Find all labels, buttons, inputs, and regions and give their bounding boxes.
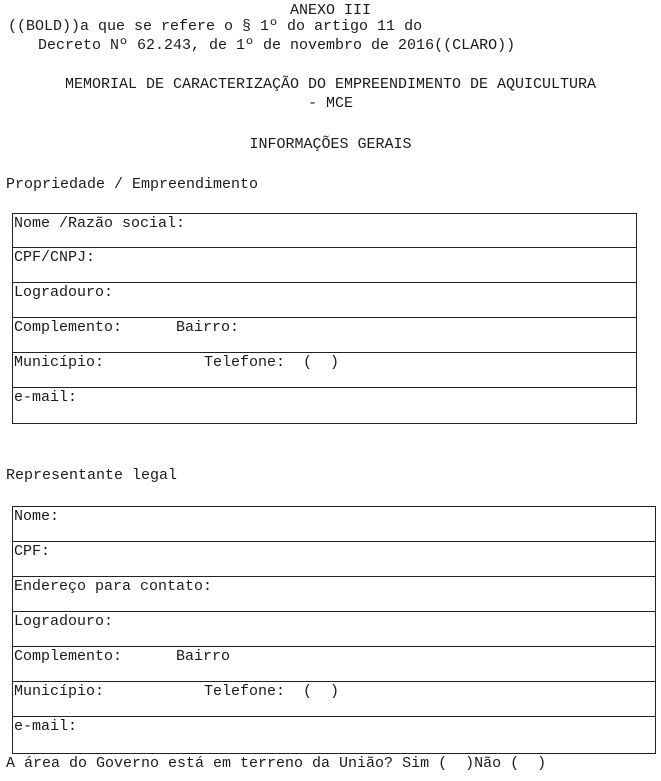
federal-land-question: A área do Governo está em terreno da União? Sim ( )Não ( ) xyxy=(6,755,547,772)
table-row xyxy=(13,353,637,388)
reference-line-2: Decreto Nº 62.243, de 1º de novembro de 2016((CLARO)) xyxy=(38,37,516,54)
table-row xyxy=(13,248,637,283)
property-city-field[interactable]: Município: Telefone: ( ) xyxy=(13,353,637,388)
legal-rep-city-field[interactable]: Município: Telefone: ( ) xyxy=(13,682,656,717)
annex-title: ANEXO III xyxy=(289,2,371,19)
legal-rep-email-field[interactable]: e-mail: xyxy=(13,717,656,754)
reference-line-1: ((BOLD))a que se refere o § 1º do artigo 11 do xyxy=(8,18,423,35)
property-email-field[interactable]: e-mail: xyxy=(13,388,637,424)
table-row xyxy=(13,318,637,353)
legal-rep-phone-field[interactable]: Telefone: ( ) xyxy=(204,683,340,700)
property-table xyxy=(12,213,637,424)
legal-rep-table xyxy=(12,506,656,754)
property-phone-field[interactable]: Telefone: ( ) xyxy=(204,354,340,371)
property-district-field[interactable]: Bairro: xyxy=(176,319,240,336)
property-street-field[interactable]: Logradouro: xyxy=(13,283,637,318)
section-title: INFORMAÇÕES GERAIS xyxy=(249,136,412,153)
table-row xyxy=(13,283,637,318)
table-row xyxy=(13,214,637,248)
table-row xyxy=(13,507,656,542)
table-row xyxy=(13,647,656,682)
property-cpf-cnpj-field[interactable]: CPF/CNPJ: xyxy=(13,248,637,283)
legal-rep-cpf-field[interactable]: CPF: xyxy=(13,542,656,577)
table-row xyxy=(13,682,656,717)
table-row xyxy=(13,577,656,612)
property-complement-field[interactable]: Complemento: Bairro: xyxy=(13,318,637,353)
legal-rep-district-field[interactable]: Bairro xyxy=(176,648,231,665)
property-name-field[interactable]: Nome /Razão social: xyxy=(13,214,637,248)
property-heading: Propriedade / Empreendimento xyxy=(6,176,259,193)
table-row xyxy=(13,717,656,754)
document-title-line-2: - MCE xyxy=(307,95,353,112)
legal-rep-heading: Representante legal xyxy=(6,467,178,484)
table-row xyxy=(13,388,637,424)
legal-rep-contact-address-field[interactable]: Endereço para contato: xyxy=(13,577,656,612)
table-row xyxy=(13,542,656,577)
document-title-line-1: MEMORIAL DE CARACTERIZAÇÃO DO EMPREENDIMENTO DE AQUICULTURA xyxy=(64,76,597,93)
legal-rep-street-field[interactable]: Logradouro: xyxy=(13,612,656,647)
table-row xyxy=(13,612,656,647)
legal-rep-complement-field[interactable]: Complemento: Bairro xyxy=(13,647,656,682)
legal-rep-name-field[interactable]: Nome: xyxy=(13,507,656,542)
